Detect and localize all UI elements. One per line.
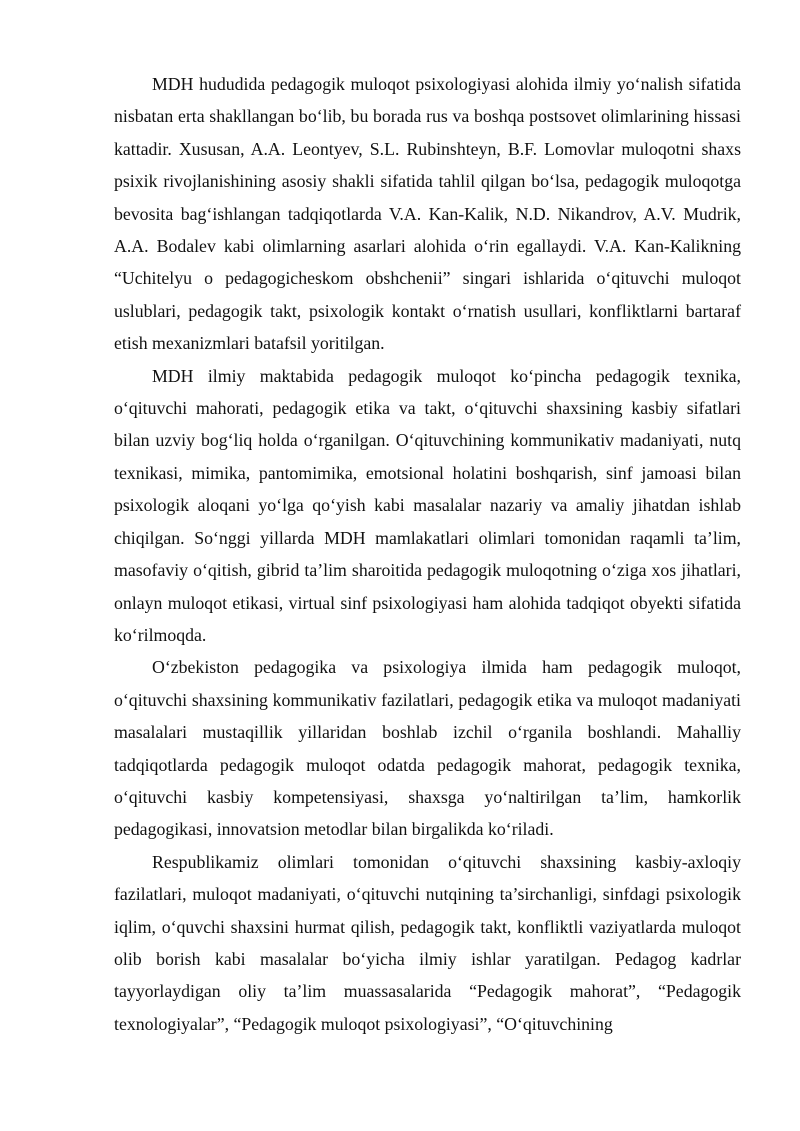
- paragraph-3: O‘zbekiston pedagogika va psixologiya ilmida ham pedagogik muloqot, o‘qituvchi shaxsining kommunikativ fazilatlari, pedagogik etika va muloqot madaniyati masalalari mustaqillik yillaridan boshlab izchil o‘rganila boshlandi. Mahalliy tadqiqotlarda pedagogik muloqot odatda pedagogik mahorat, pedagogik texnika, o‘qituvchi kasbiy kompetensiyasi, shaxsga yo‘naltirilgan ta’lim, hamkorlik pedagogikasi, innovatsion metodlar bilan birgalikda ko‘riladi.: [114, 657, 741, 840]
- paragraph-1: MDH hududida pedagogik muloqot psixologiyasi alohida ilmiy yo‘nalish sifatida nisbatan erta shakllangan bo‘lib, bu borada rus va boshqa postsovet olimlarining hissasi kattadir. Xususan, A.A. Leontyev, S.L. Rubinshteyn, B.F. Lomovlar muloqotni shaxs psixik rivojlanishining asosiy shakli sifatida tahlil qilgan bo‘lsa, pedagogik muloqotga bevosita bag‘ishlangan tadqiqotlarda V.A. Kan-Kalik, N.D. Nikandrov, A.V. Mudrik, A.A. Bodalev kabi olimlarning asarlari alohida o‘rin egallaydi. V.A. Kan-Kalikning “Uchitelyu o pedagogicheskom obshchenii” singari ishlarida o‘qituvchi muloqot uslublari, pedagogik takt, psixologik kontakt o‘rnatish usullari, konfliktlarni bartaraf etish mexanizmlari batafsil yoritilgan.: [114, 74, 741, 354]
- paragraph-2: MDH ilmiy maktabida pedagogik muloqot ko‘pincha pedagogik texnika, o‘qituvchi mahorati, pedagogik etika va takt, o‘qituvchi shaxsining kasbiy sifatlari bilan uzviy bog‘liq holda o‘rganilgan. O‘qituvchining kommunikativ madaniyati, nutq texnikasi, mimika, pantomimika, emotsional holatini boshqarish, sinf jamoasi bilan psixologik aloqani yo‘lga qo‘yish kabi masalalar nazariy va amaliy jihatdan ishlab chiqilgan. So‘nggi yillarda MDH mamlakatlari olimlari tomonidan raqamli ta’lim, masofaviy o‘qitish, gibrid ta’lim sharoitida pedagogik muloqotning o‘ziga xos jihatlari, onlayn muloqot etikasi, virtual sinf psixologiyasi ham alohida tadqiqot obyekti sifatida ko‘rilmoqda.: [114, 365, 741, 645]
- document-page: [114, 68, 741, 1040]
- paragraph-4: Respublikamiz olimlari tomonidan o‘qituvchi shaxsining kasbiy-axloqiy fazilatlari, muloqot madaniyati, o‘qituvchi nutqining ta’sirchanligi, sinfdagi psixologik iqlim, o‘quvchi shaxsini hurmat qilish, pedagogik takt, konfliktli vaziyatlarda muloqot olib borish kabi masalalar bo‘yicha ilmiy ishlar yaratilgan. Pedagog kadrlar tayyorlaydigan oliy ta’lim muassasalarida “Pedagogik mahorat”, “Pedagogik texnologiyalar”, “Pedagogik muloqot psixologiyasi”, “O‘qituvchining: [114, 851, 741, 1034]
